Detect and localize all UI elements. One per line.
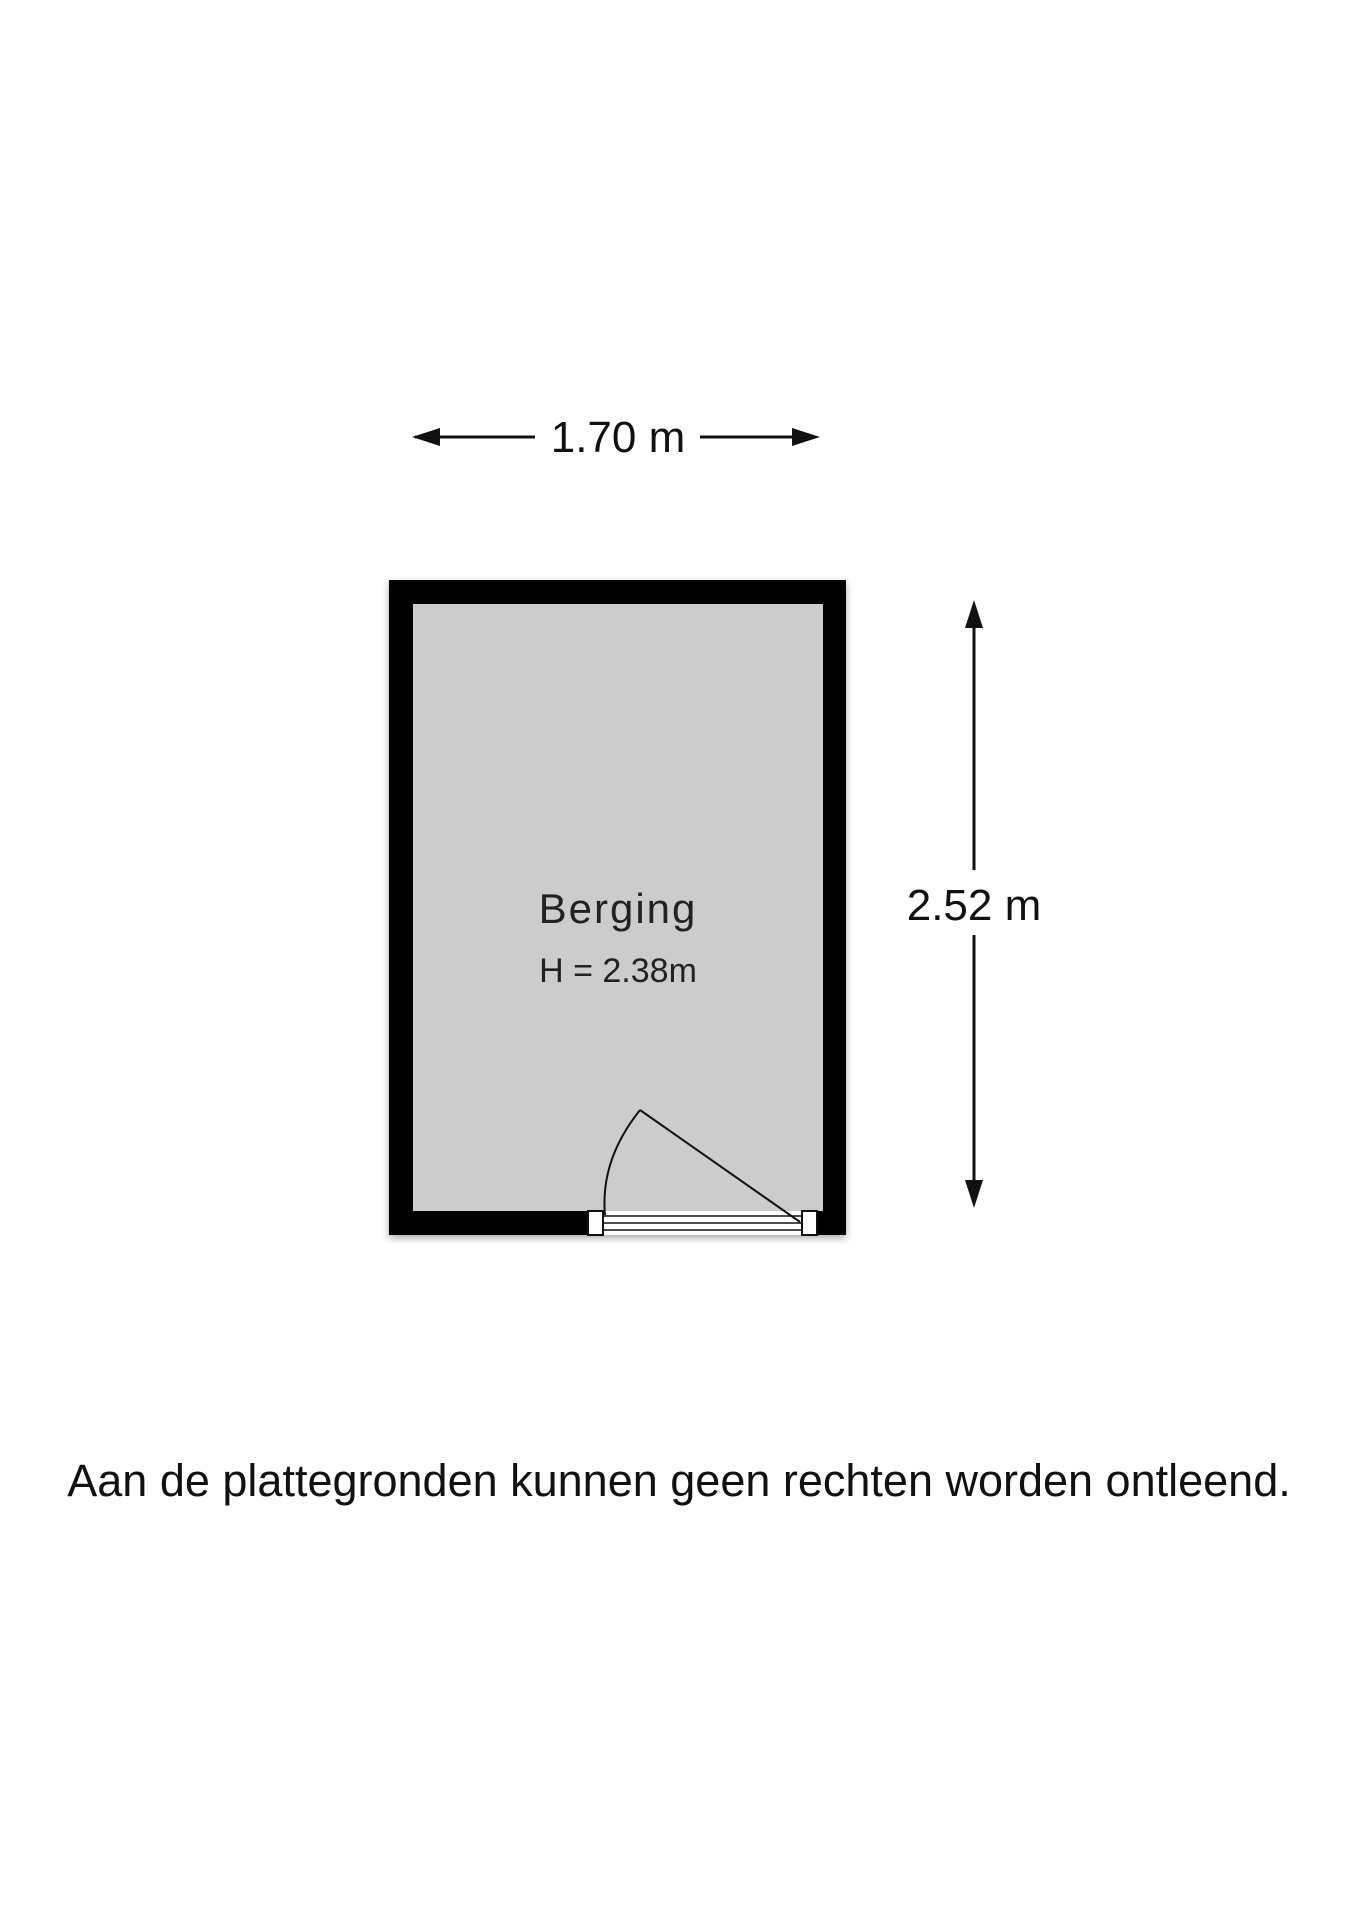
arrow-left-icon	[412, 428, 440, 446]
door-frame-left	[588, 1211, 603, 1235]
room-name-label: Berging	[538, 885, 698, 932]
disclaimer-text: Aan de plattegronden kunnen geen rechten worden ontleend.	[67, 1455, 1291, 1506]
room-height-label: H = 2.38m	[539, 952, 697, 990]
length-dimension-label: 2.52 m	[906, 881, 1042, 930]
width-dimension-label: 1.70 m	[550, 413, 686, 462]
length-dimension	[907, 600, 1042, 1208]
arrow-down-icon	[965, 1180, 983, 1208]
arrow-right-icon	[792, 428, 820, 446]
door-frame-right	[802, 1211, 817, 1235]
arrow-up-icon	[965, 600, 983, 628]
width-dimension	[412, 413, 820, 462]
